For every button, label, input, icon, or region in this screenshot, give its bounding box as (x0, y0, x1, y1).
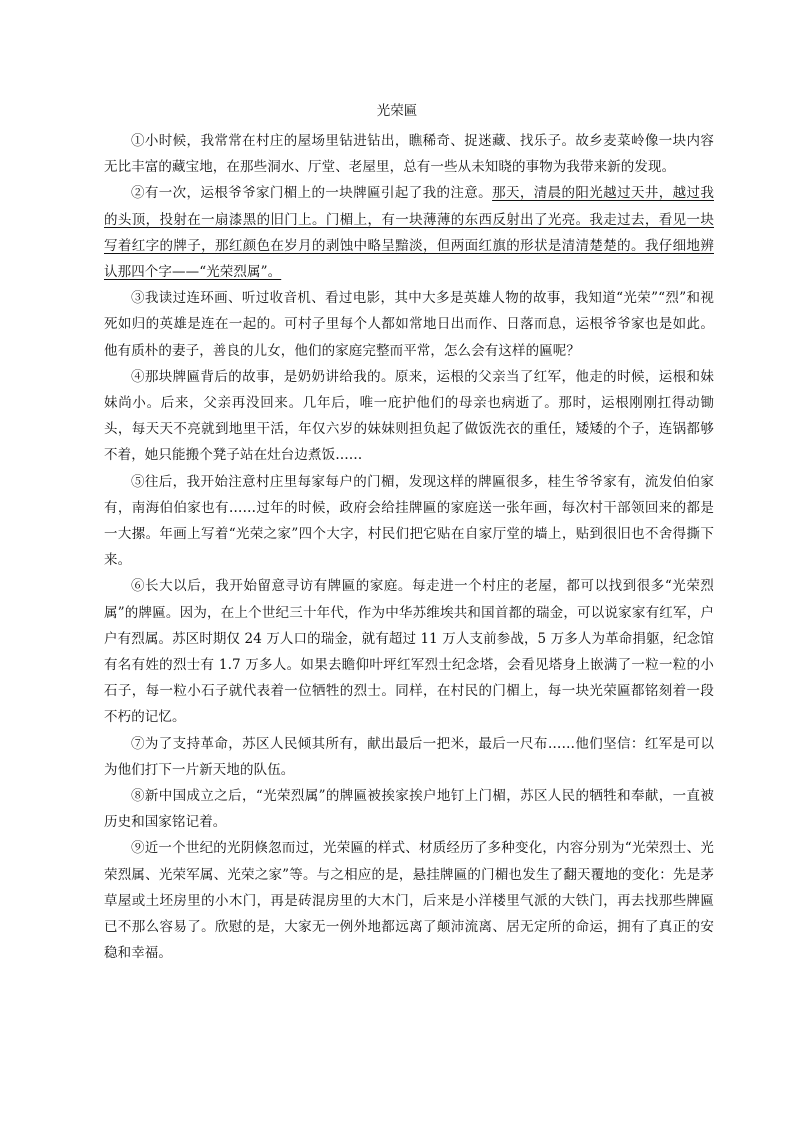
article-body (104, 128, 714, 967)
paragraph-6: ⑥长大以后，我开始留意寻访有牌匾的家庭。每走进一个村庄的老屋，都可以找到很多“光荣烈属”的牌匾。因为，在上个世纪三十年代，作为中华苏维埃共和国首都的瑞金，可以说家家有红军，户户有烈属。苏区时期仅 24 万人口的瑞金，就有超过 11 万人支前参战，5 万多人为革命捐躯，纪念馆有名有姓的烈士有 1.7 万多人。如果去瞻仰叶坪红军烈士纪念塔，会看见塔身上嵌满了一粒一粒的小石子，每一粒小石子就代表着一位牺牲的烈士。同样，在村民的门楣上，每一块光荣匾都铭刻着一段不朽的记忆。 (104, 578, 714, 726)
paragraph-2-lead: ②有一次，运根爷爷家门楣上的一块牌匾引起了我的注意。 (131, 185, 493, 202)
article-title: 光荣匾 (376, 103, 418, 119)
paragraph-8: ⑧新中国成立之后，“光荣烈属”的牌匾被挨家挨户地钉上门楣，苏区人民的牺牲和奉献，一直被历史和国家铭记着。 (104, 788, 714, 831)
paragraph-2-underlined-passage: 那天，清晨的阳光越过天井，越过我的头顶，投射在一扇漆黑的旧门上。门楣上，有一块薄薄的东西反射出了光亮。我走过去，看见一块写着红字的牌子，那红颜色在岁月的剥蚀中略呈黯淡，但两面红旗的形状是清清楚楚的。我仔细地辨认那四个字——“光荣烈属”。 (104, 185, 714, 281)
paragraph-2 (104, 180, 714, 285)
paragraph-7: ⑦为了支持革命，苏区人民倾其所有，献出最后一把米，最后一尺布……他们坚信：红军是可以为他们打下一片新天地的队伍。 (104, 735, 714, 778)
paragraph-5: ⑤往后，我开始注意村庄里每家每户的门楣，发现这样的牌匾很多，桂生爷爷家有，流发伯伯家有，南海伯伯家也有……过年的时候，政府会给挂牌匾的家庭送一张年画，每次村干部领回来的都是一大摞。年画上写着“光荣之家”四个大字，村民们把它贴在自家厅堂的墙上，贴到很旧也不舍得撕下来。 (104, 473, 714, 569)
paragraph-1: ①小时候，我常常在村庄的屋场里钻进钻出，瞧稀奇、捉迷藏、找乐子。故乡麦菜岭像一块内容无比丰富的藏宝地，在那些洞水、厅堂、老屋里，总有一些从未知晓的事物为我带来新的发现。 (104, 133, 714, 176)
paragraph-9: ⑨近一个世纪的光阴倏忽而过，光荣匾的样式、材质经历了多种变化，内容分别为“光荣烈士、光荣烈属、光荣军属、光荣之家”等。与之相应的是，悬挂牌匾的门楣也发生了翻天覆地的变化：先是茅草屋或土坯房里的小木门，再是砖混房里的大木门，后来是小洋楼里气派的大铁门，再去找那些牌匾已不那么容易了。欣慰的是，大家无一例外地都远离了颠沛流离、居无定所的命运，拥有了真正的安稳和幸福。 (104, 840, 714, 962)
paragraph-4: ④那块牌匾背后的故事，是奶奶讲给我的。原来，运根的父亲当了红军，他走的时候，运根和妹妹尚小。后来，父亲再没回来。几年后，唯一庇护他们的母亲也病逝了。那时，运根刚刚扛得动锄头，每天天不亮就到地里干活，年仅六岁的妹妹则担负起了做饭洗衣的重任，矮矮的个子，连锅都够不着，她只能搬个凳子站在灶台边煮饭…… (104, 368, 714, 464)
paragraph-3: ③我读过连环画、听过收音机、看过电影，其中大多是英雄人物的故事，我知道“光荣”“烈”和视死如归的英雄是连在一起的。可村子里每个人都如常地日出而作、日落而息，运根爷爷家也是如此。他有质朴的妻子，善良的儿女，他们的家庭完整而平常，怎么会有这样的匾呢？ (104, 290, 714, 359)
